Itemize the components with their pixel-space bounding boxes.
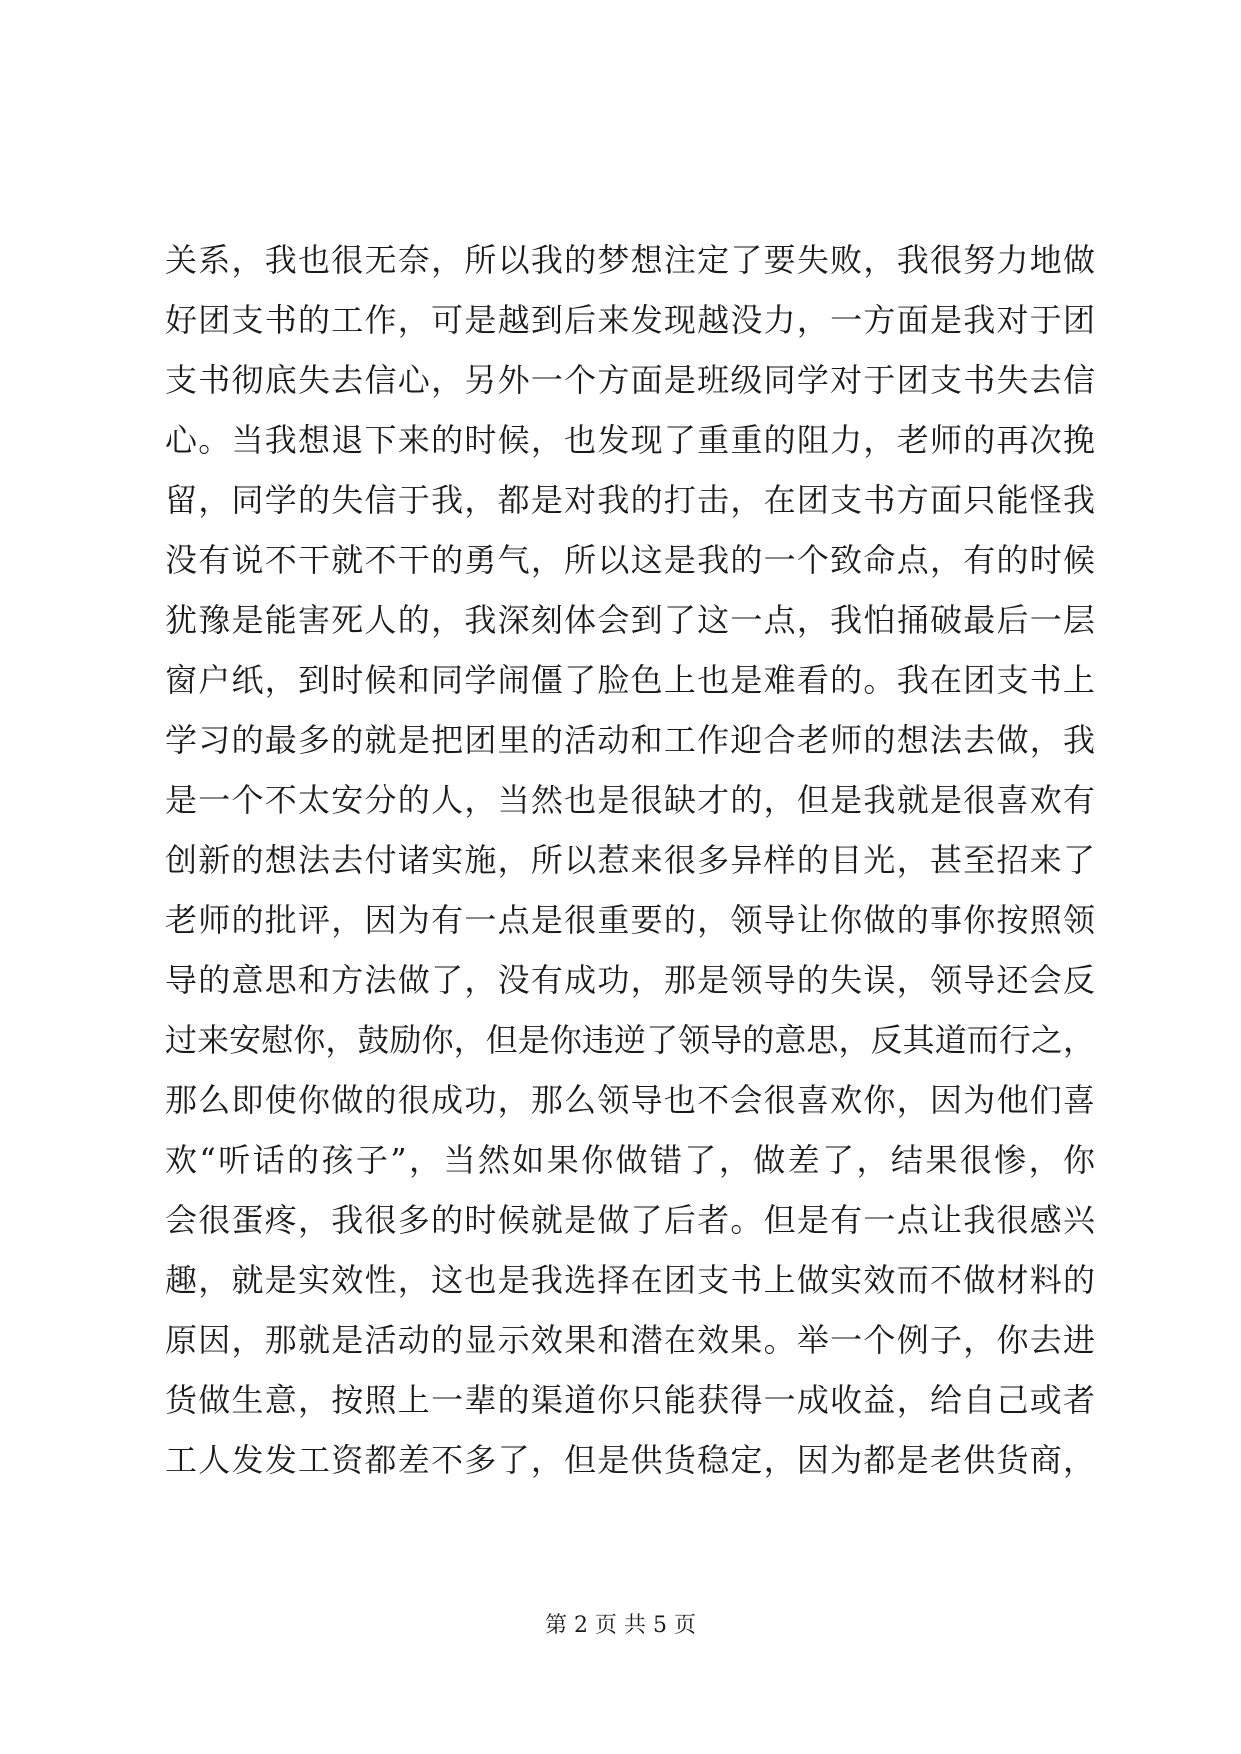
text-line: 没有说不干就不干的勇气，所以这是我的一个致命点，有的时候 [165,541,1095,579]
text-line: 关系，我也很无奈，所以我的梦想注定了要失败，我很努力地做 [165,241,1095,279]
text-line: 犹豫是能害死人的，我深刻体会到了这一点，我怕捅破最后一层 [165,601,1095,639]
text-line: 心。当我想退下来的时候，也发现了重重的阻力，老师的再次挽 [165,421,1095,459]
body-text [165,230,1095,1490]
text-line: 货做生意，按照上一辈的渠道你只能获得一成收益，给自己或者 [165,1381,1095,1419]
text-line: 原因，那就是活动的显示效果和潜在效果。举一个例子，你去进 [165,1321,1095,1359]
text-line: 会很蛋疼，我很多的时候就是做了后者。但是有一点让我很感兴 [165,1201,1095,1239]
text-line: 过来安慰你，鼓励你，但是你违逆了领导的意思，反其道而行之， [165,1021,1095,1059]
text-line: 是一个不太安分的人，当然也是很缺才的，但是我就是很喜欢有 [165,781,1095,819]
text-line: 支书彻底失去信心，另外一个方面是班级同学对于团支书失去信 [165,361,1095,399]
page-number: 第 2 页 共 5 页 [545,1613,696,1638]
page-footer [0,1612,1241,1640]
text-line: 留，同学的失信于我，都是对我的打击，在团支书方面只能怪我 [165,481,1095,519]
text-line: 那么即使你做的很成功，那么领导也不会很喜欢你，因为他们喜 [165,1081,1095,1119]
text-line: 欢“听话的孩子”，当然如果你做错了，做差了，结果很惨，你 [165,1141,1095,1179]
text-line: 窗户纸，到时候和同学闹僵了脸色上也是难看的。我在团支书上 [165,661,1095,699]
text-line: 导的意思和方法做了，没有成功，那是领导的失误，领导还会反 [165,961,1095,999]
text-line: 老师的批评，因为有一点是很重要的，领导让你做的事你按照领 [165,901,1095,939]
text-line: 学习的最多的就是把团里的活动和工作迎合老师的想法去做，我 [165,721,1095,759]
text-line: 好团支书的工作，可是越到后来发现越没力，一方面是我对于团 [165,301,1095,339]
text-line: 创新的想法去付诸实施，所以惹来很多异样的目光，甚至招来了 [165,841,1095,879]
text-line: 工人发发工资都差不多了，但是供货稳定，因为都是老供货商， [165,1441,1095,1479]
text-line: 趣，就是实效性，这也是我选择在团支书上做实效而不做材料的 [165,1261,1095,1299]
